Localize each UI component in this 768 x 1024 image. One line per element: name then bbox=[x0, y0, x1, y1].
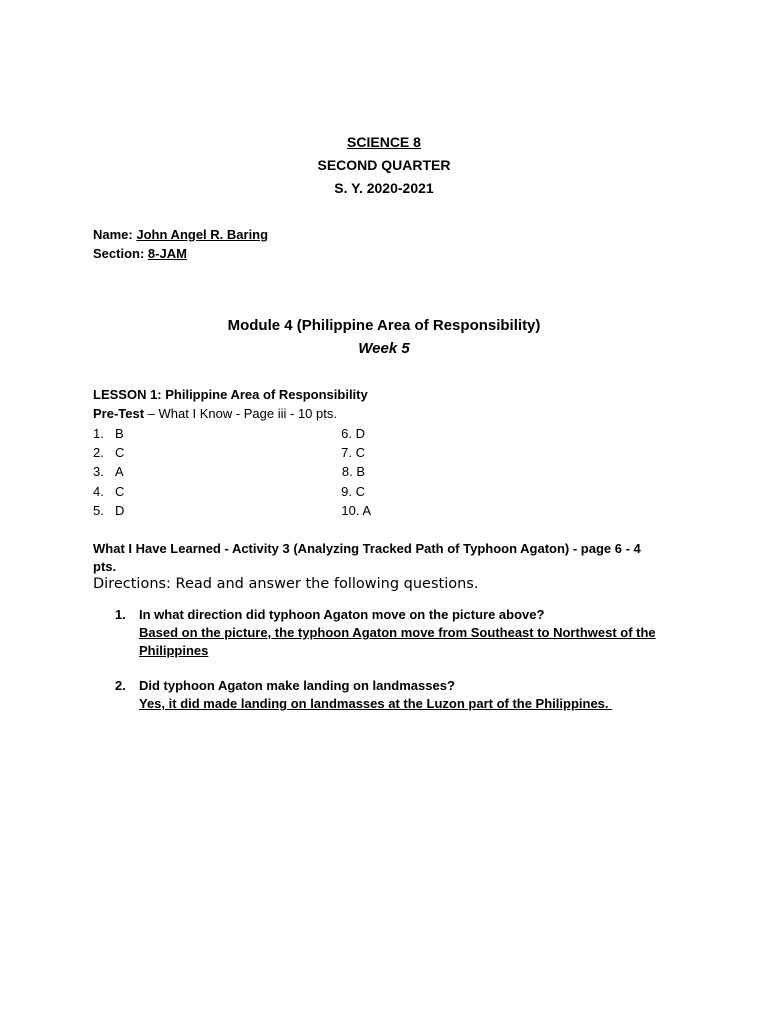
question-text: Did typhoon Agaton make landing on landmasses? bbox=[139, 678, 455, 693]
answer-number: 4. bbox=[93, 484, 104, 499]
subject-title: SCIENCE 8 bbox=[347, 134, 421, 150]
module-title: Module 4 (Philippine Area of Responsibility) bbox=[227, 317, 541, 334]
pretest-label: Pre-Test bbox=[93, 406, 145, 421]
answer-letter: D bbox=[115, 503, 125, 518]
answer-letter: A bbox=[115, 464, 124, 479]
answer-text: Yes, it did made landing on landmasses at the Luzon part of the Philippines. bbox=[139, 696, 613, 711]
question-number: 2. bbox=[115, 678, 126, 693]
pretest-detail: – What I Know - Page iii - 10 pts. bbox=[144, 406, 337, 421]
answer-letter: C bbox=[115, 484, 125, 499]
section-label: Section: bbox=[93, 246, 145, 261]
quarter-title: SECOND QUARTER bbox=[317, 157, 451, 173]
answer-number: 1. bbox=[93, 426, 104, 441]
answer-item: 8. B bbox=[341, 464, 365, 479]
answer-number: 2. bbox=[93, 445, 104, 460]
activity-heading-cont: pts. bbox=[93, 559, 117, 574]
answer-number: 5. bbox=[93, 503, 104, 518]
pretest-line bbox=[93, 406, 337, 421]
name-value: John Angel R. Baring bbox=[136, 227, 269, 242]
answer-text-cont: Philippines bbox=[139, 643, 209, 658]
name-line bbox=[93, 227, 268, 242]
school-year: S. Y. 2020-2021 bbox=[334, 180, 434, 196]
answer-letter: B bbox=[115, 426, 124, 441]
activity-heading: What I Have Learned - Activity 3 (Analyzing Tracked Path of Typhoon Agaton) - page 6 - 4 bbox=[93, 541, 641, 556]
answer-number: 3. bbox=[93, 464, 104, 479]
question-text: In what direction did typhoon Agaton move on the picture above? bbox=[139, 607, 545, 622]
answer-item: 7. C bbox=[341, 445, 365, 460]
answer-item: 6. D bbox=[341, 426, 365, 441]
section-line bbox=[93, 246, 187, 261]
directions: Directions: Read and answer the following questions. bbox=[93, 576, 479, 592]
question-number: 1. bbox=[115, 607, 126, 622]
module-week: Week 5 bbox=[358, 340, 410, 357]
lesson-title: LESSON 1: Philippine Area of Responsibility bbox=[93, 387, 368, 402]
answer-text: Based on the picture, the typhoon Agaton move from Southeast to Northwest of the bbox=[139, 625, 656, 640]
answer-item: 9. C bbox=[341, 484, 365, 499]
answer-item: 10. A bbox=[341, 503, 371, 518]
section-value: 8-JAM bbox=[147, 246, 187, 261]
name-label: Name: bbox=[93, 227, 133, 242]
answer-letter: C bbox=[115, 445, 125, 460]
